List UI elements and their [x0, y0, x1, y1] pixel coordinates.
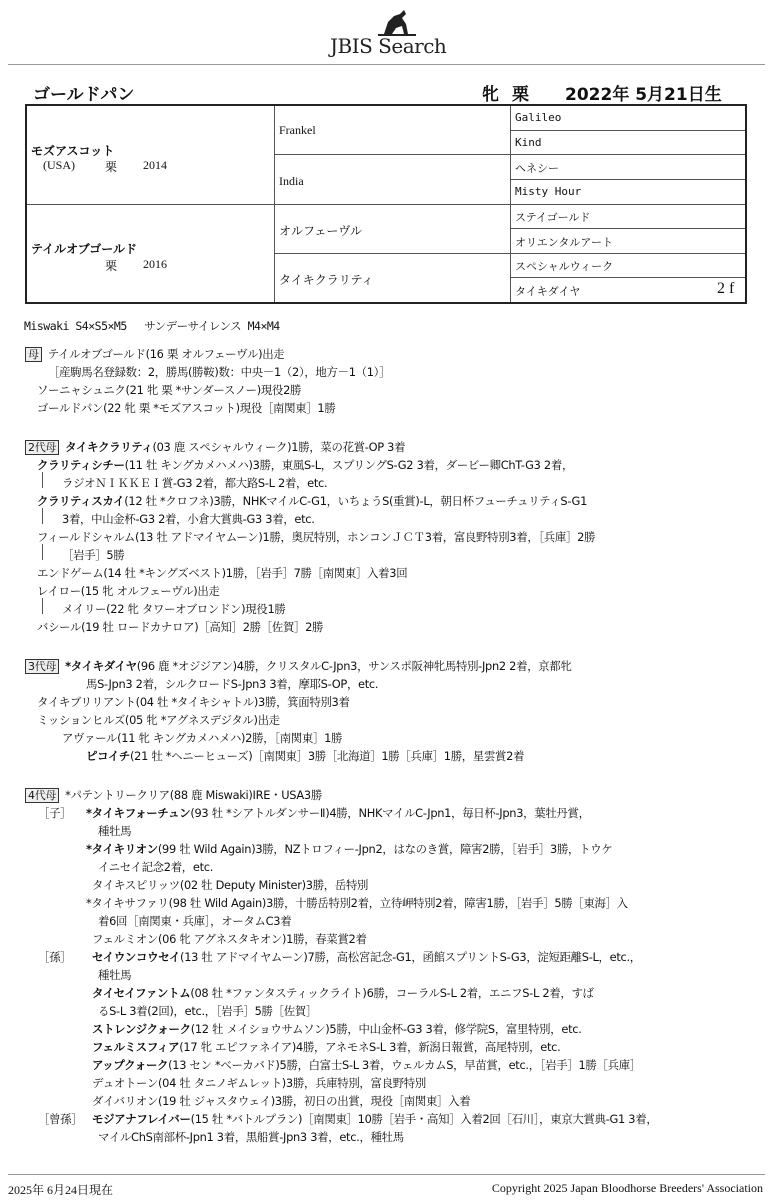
progeny-2: ゴールドパン(22 牝 栗 *モズアスコット)現役［南関東］1勝 — [37, 401, 336, 415]
gp-2[interactable]: India — [279, 174, 304, 188]
ggp-6[interactable]: オリエンタルアート — [515, 237, 614, 249]
g2-tag: 2代母 — [25, 440, 59, 455]
progeny-1: ソーニャシュニク(21 牝 栗 *サンダースノー)現役2勝 — [37, 383, 302, 397]
sire-year: 2014 — [143, 158, 167, 172]
c11-line: 種牡馬 — [98, 968, 132, 982]
footer-divider — [8, 1174, 765, 1175]
g3-name: *タイキダイヤ — [65, 659, 137, 673]
horse-sex: 牝 — [482, 85, 499, 105]
a7-line: ［岩手］5勝 — [62, 548, 125, 562]
b6-name: ピコイチ — [86, 749, 131, 763]
g4-line: *パテントリークリア(88 鹿 Miswaki)IRE・USA3勝 — [65, 788, 322, 802]
c8-line: 着6回［南関東・兵庫］，オータムC3着 — [98, 914, 292, 928]
g2-detail: (03 鹿 スペシャルウィーク)1勝，菜の花賞-OP 3着 — [152, 440, 406, 454]
b6-detail: (21 牡 *ヘニーヒューズ)［南関東］3勝［北海道］1勝［兵庫］1勝，星雲賞2着 — [130, 749, 525, 763]
c2-detail: (93 牡 *シアトルダンサーⅡ)4勝，NHKマイルC-Jpn1，毎日杯-Jpn3，葉牡丹賞， — [190, 806, 590, 820]
mago-label: ［孫］ — [38, 950, 72, 964]
c12-name: タイセイファントム — [92, 986, 191, 1000]
jbis-logo[interactable] — [320, 6, 470, 58]
b5-line: アヴァール(11 牝 キングカメハメハ)2勝，［南関東］1勝 — [62, 731, 343, 745]
c13-line: るS-L 3着(2回)，etc.，［岩手］5勝［佐賀］ — [98, 1004, 317, 1018]
ggp-3[interactable]: ヘネシー — [515, 163, 559, 175]
c17-line: デュオトーン(04 牡 タニノギムレット)3勝，兵庫特別，富良野特別 — [92, 1076, 426, 1090]
c16-name: アップクォーク — [92, 1058, 169, 1072]
gp-4[interactable]: タイキクラリティ — [279, 273, 374, 287]
ggp-2[interactable]: Kind — [515, 136, 542, 149]
g4-tag: 4代母 — [25, 788, 59, 803]
ggp-4[interactable]: Misty Hour — [515, 185, 582, 198]
dam-progeny-stats: ［産駒馬名登録数：2，勝馬(勝鞍)数：中央－1（2），地方－1（1）］ — [48, 365, 391, 379]
a2-detail: (11 牡 キングカメハメハ)3勝，東風S-L，スプリングS-G2 3着，ダービー卿ChT-G3 2着， — [124, 458, 574, 472]
dam-tag: 母 — [25, 347, 42, 362]
c20-line: マイルChS南部杯-Jpn1 3着，黒船賞-Jpn3 3着，etc.，種牡馬 — [98, 1130, 404, 1144]
dam-color: 栗 — [105, 259, 118, 273]
horse-color: 栗 — [512, 85, 529, 105]
family-number: 2 f — [717, 280, 735, 297]
dam-name[interactable]: テイルオブゴールド — [31, 242, 137, 256]
b3-line: タイキブリリアント(04 牡 *タイキシャトル)3勝，箕面特別3着 — [37, 695, 350, 709]
c14-name: ストレンジクォーク — [92, 1022, 191, 1036]
footer-copyright: Copyright 2025 Japan Bloodhorse Breeders' Association — [491, 1181, 763, 1195]
horse-name: ゴールドパン — [33, 85, 135, 105]
a4-detail: (12 牡 *クロフネ)3勝，NHKマイルC-G1，いちょうS(重賞)-L，朝日杯フューチュリティS-G1 — [124, 494, 588, 508]
inbreeding-text: Miswaki S4×S5×M5 サンデーサイレンス M4×M4 — [24, 319, 280, 333]
a8-line: エンドゲーム(14 牡 *キングズベスト)1勝，［岩手］7勝［南関東］入着3回 — [37, 566, 408, 580]
c5-line: イニセイ記念2着，etc. — [98, 860, 214, 874]
footer-date: 2025年 6月24日現在 — [8, 1183, 114, 1197]
b4-line: ミッションヒルズ(05 牝 *アグネスデジタル)出走 — [37, 713, 280, 727]
c15-name: フェルミスフィア — [92, 1040, 180, 1054]
c9-line: フェルミオン(06 牝 アグネスタキオン)1勝，春菜賞2着 — [92, 932, 367, 946]
a5-detail: 3着，中山金杯-G3 2着，小倉大賞典-G3 3着，etc. — [62, 512, 315, 526]
ggp-7[interactable]: スペシャルウィーク — [515, 261, 614, 273]
sire-origin: (USA) — [43, 158, 75, 172]
c3-line: 種牡馬 — [98, 824, 132, 838]
sonmago-label: ［曾孫］ — [38, 1112, 83, 1126]
c4-detail: (99 牡 Wild Again)3勝，NZトロフィー-Jpn2，はなのき賞，障害2勝，［岩手］3勝，トウケ — [157, 842, 613, 856]
sire-name[interactable]: モズアスコット — [31, 144, 115, 158]
c18-line: ダイバリオン(19 牡 ジャスタウェイ)3勝，初日の出賞，現役［南関東］入着 — [92, 1094, 471, 1108]
a3-detail: ラジオＮＩＫＫＥＩ賞-G3 2着，都大路S-L 2着，etc. — [62, 476, 328, 490]
gp-1[interactable]: Frankel — [279, 123, 316, 137]
g3-tag: 3代母 — [25, 659, 59, 674]
c19-detail: (15 牡 *バトルプラン)［南関東］10勝［岩手・高知］入着2回［石川］，東京大賞典-G1 3着， — [190, 1112, 658, 1126]
c16-detail: (13 セン *ベーカバド)5勝，白富士S-L 3着，ウェルカムS，早苗賞，etc.，［岩手］1勝［兵庫］ — [168, 1058, 641, 1072]
a6-line: フィールドシャルム(13 牡 アドマイヤムーン)1勝，奥尻特別，ホンコンＪＣＴ3着，富良野特別3着，［兵庫］2勝 — [37, 530, 596, 544]
sire-color: 栗 — [105, 160, 118, 174]
ggp-8[interactable]: タイキダイヤ — [515, 286, 581, 298]
gp-3[interactable]: オルフェーヴル — [279, 224, 363, 238]
c2-name: *タイキフォーチュン — [86, 806, 191, 820]
ggp-1[interactable]: Galileo — [515, 111, 562, 124]
horse-birth: 2022年 5月21日生 — [565, 85, 722, 105]
c10-name: セイウンコウセイ — [92, 950, 181, 964]
header-divider — [8, 64, 765, 65]
a9-line: レイロー(15 牝 オルフェーヴル)出走 — [37, 584, 220, 598]
a4-name: クラリティスカイ — [37, 494, 125, 508]
a10-line: メイリー(22 牝 タワーオブロンドン)現役1勝 — [62, 602, 286, 616]
logo-text: JBIS Search — [330, 34, 447, 58]
pedigree-table — [25, 104, 747, 304]
dam-line: テイルオブゴールド(16 栗 オルフェーヴル)出走 — [47, 347, 285, 361]
c14-detail: (12 牡 メイショウサムソン)5勝，中山金杯-G3 3着，修学院S，富里特別，etc. — [190, 1022, 582, 1036]
ko-label: ［子］ — [38, 806, 72, 820]
c7-line: *タイキサファリ(98 牡 Wild Again)3勝，十勝岳特別2着，立待岬特別2着，障害1勝，［岩手］5勝［東海］入 — [86, 896, 628, 910]
c12-detail: (08 牡 *ファンタスティックライト)6勝，コーラルS-L 2着，エニフS-L 2着，すば — [190, 986, 594, 1000]
c10-detail: (13 牡 アドマイヤムーン)7勝，高松宮記念-G1，函館スプリントS-G3，淀短距離S-L，etc.， — [180, 950, 641, 964]
c19-name: モジアナフレイバー — [92, 1112, 191, 1126]
g3-detail: (96 鹿 *オジジアン)4勝，クリスタルC-Jpn3，サンスポ阪神牝馬特別-Jpn2 2着，京都牝 — [136, 659, 572, 673]
g2-name: タイキクラリティ — [65, 440, 153, 454]
c15-detail: (17 牝 エピファネイア)4勝，アネモネS-L 3着，新潟日報賞，高尾特別，etc. — [179, 1040, 561, 1054]
b2-line: 馬S-Jpn3 2着，シルクロードS-Jpn3 3着，摩耶S-OP，etc. — [86, 677, 379, 691]
c4-name: *タイキリオン — [86, 842, 158, 856]
ggp-5[interactable]: ステイゴールド — [515, 212, 591, 224]
c6-line: タイキスピリッツ(02 牡 Deputy Minister)3勝，岳特別 — [92, 878, 369, 892]
a11-line: バシール(19 牡 ロードカナロア)［高知］2勝［佐賀］2勝 — [37, 620, 324, 634]
dam-year: 2016 — [143, 257, 167, 271]
a2-name: クラリティシチー — [37, 458, 125, 472]
